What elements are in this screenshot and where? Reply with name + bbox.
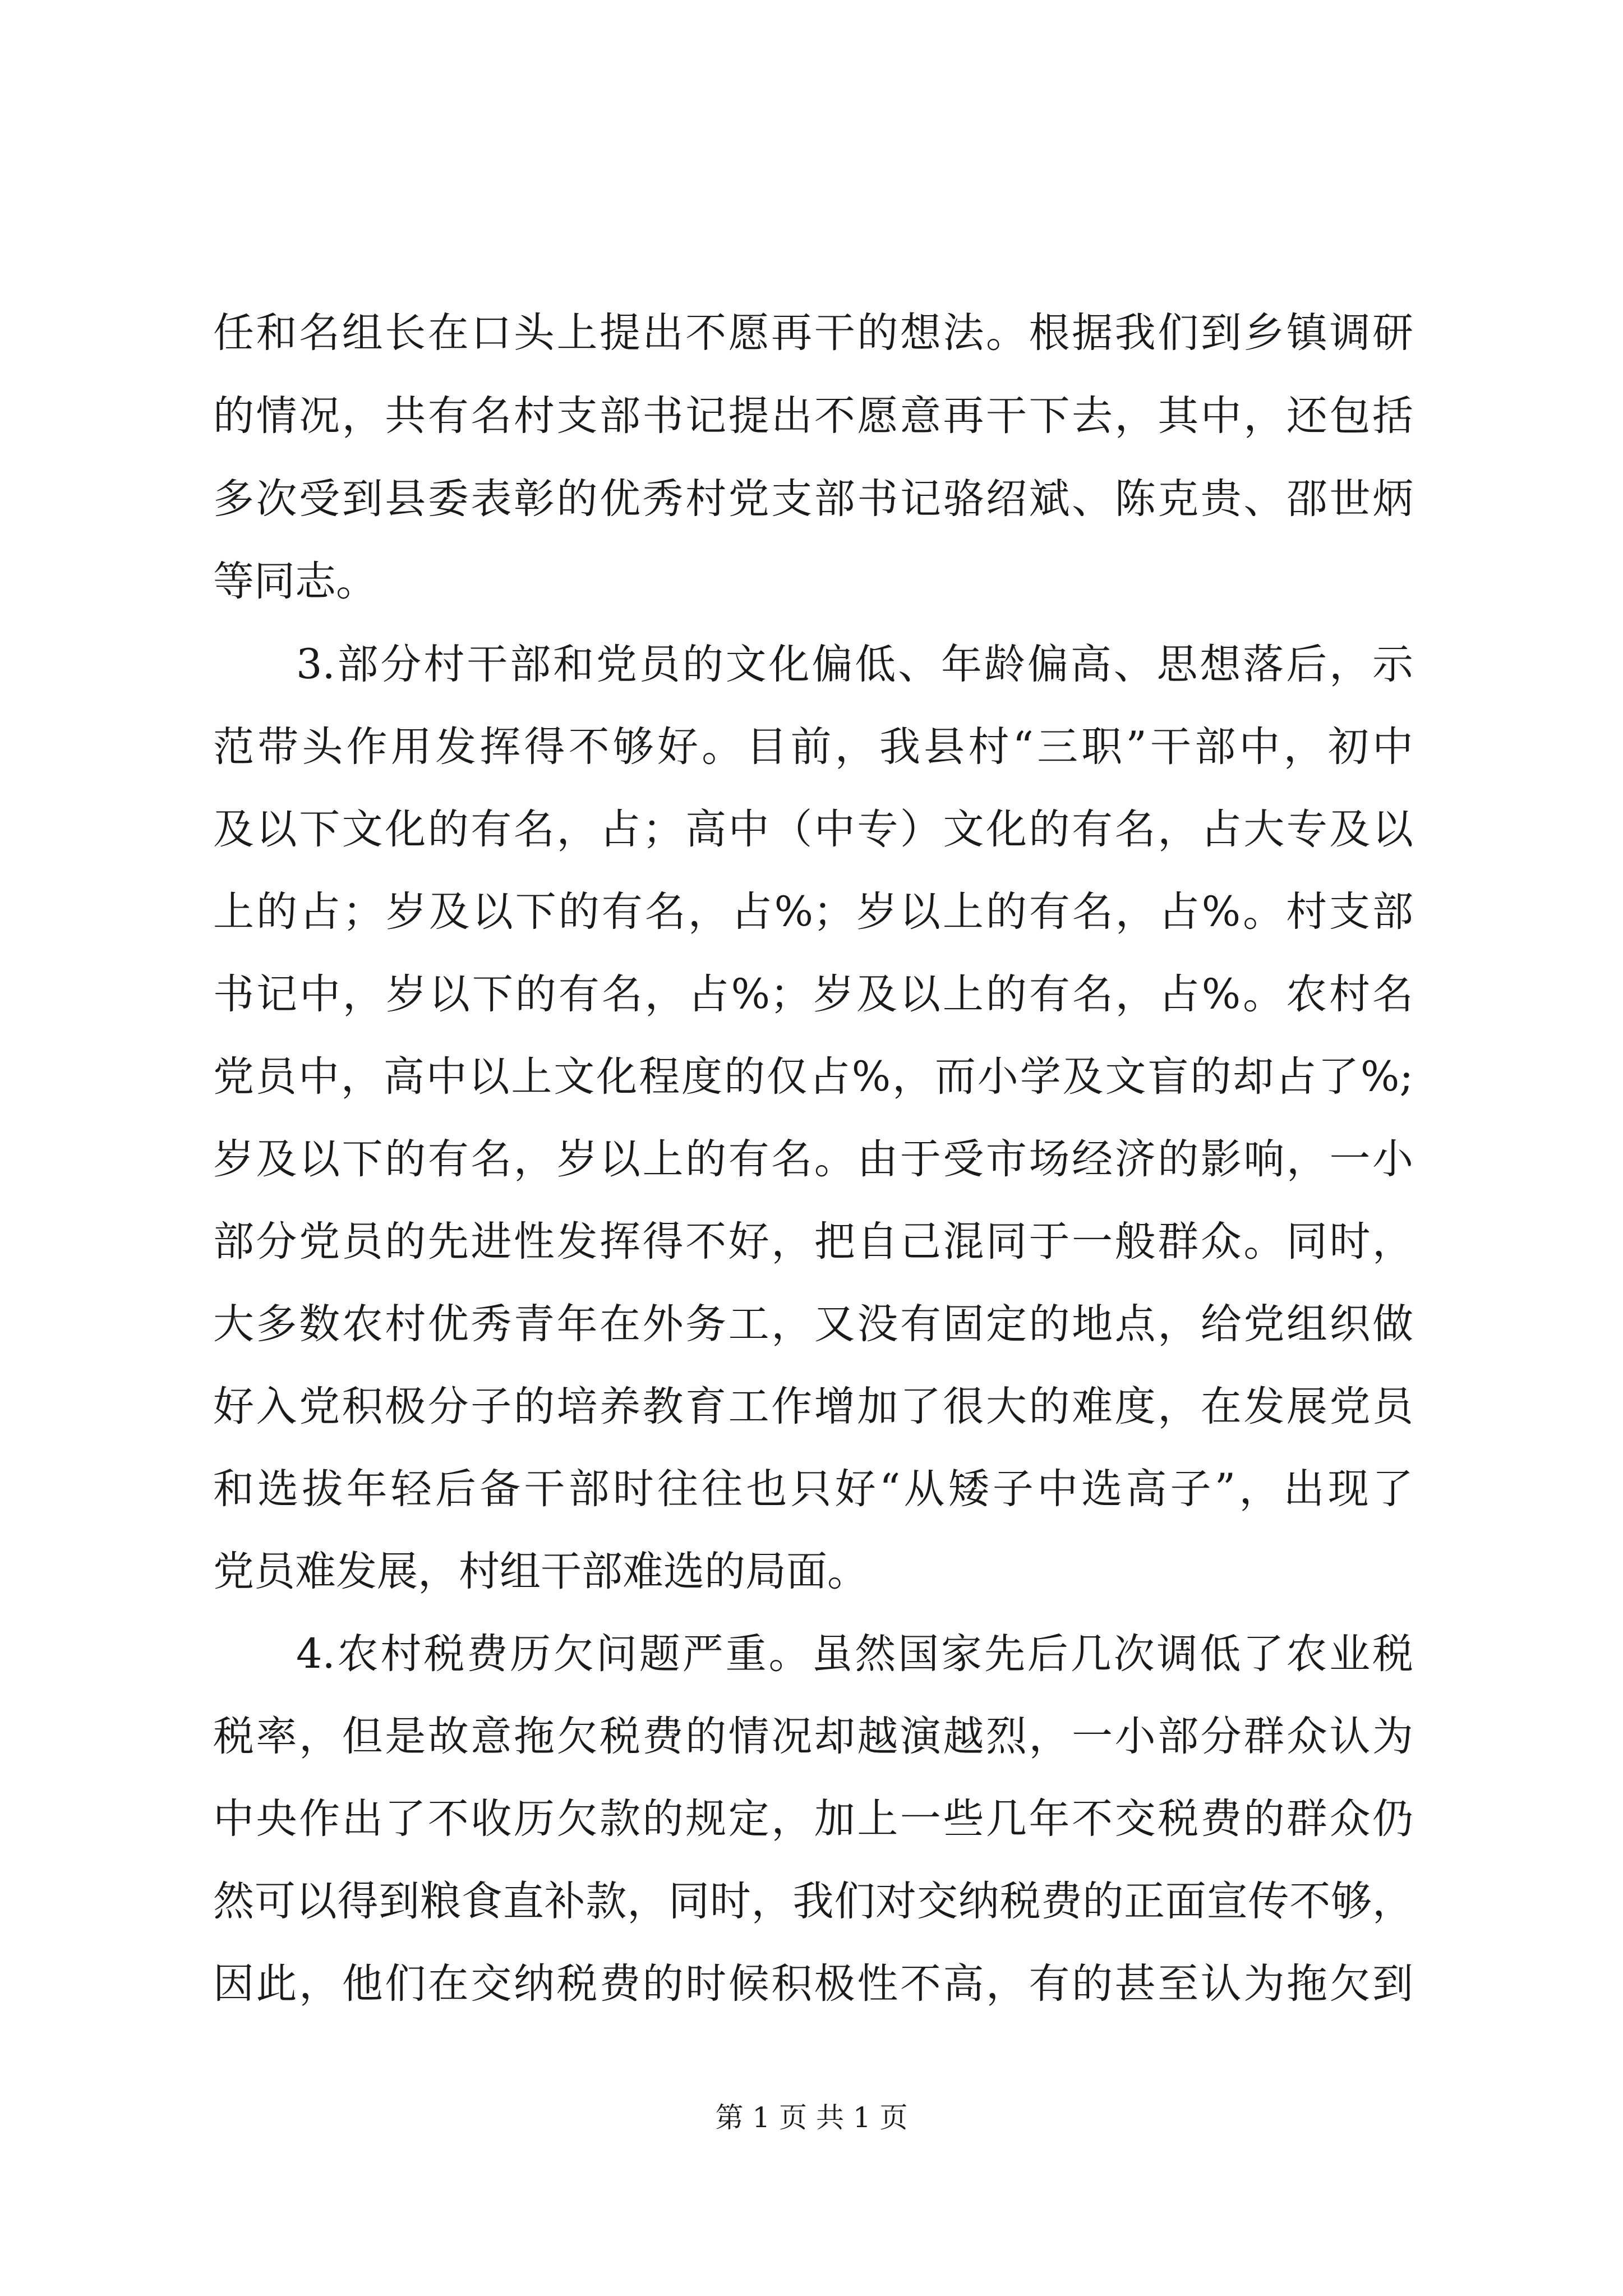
text-line-13: 大多数农村优秀青年在外务工，又没有固定的地点，给党组织做 (213, 1300, 1413, 1348)
text-line-7: 及以下文化的有名，占；高中（中专）文化的有名，占大专及以 (213, 806, 1413, 853)
text-line-16: 党员难发展，村组干部难选的局面。 (213, 1548, 868, 1595)
text-line-15: 和选拔年轻后备干部时往往也只好“从矮子中选高子”，出现了 (213, 1465, 1413, 1513)
text-line-10: 党员中，高中以上文化程度的仅占%，而小学及文盲的却占了%; (213, 1053, 1413, 1101)
text-line-6: 范带头作用发挥得不够好。目前，我县村“三职”干部中，初中 (213, 723, 1413, 771)
text-line-3: 多次受到县委表彰的优秀村党支部书记骆绍斌、陈克贵、邵世炳 (213, 475, 1413, 523)
text-line-14: 好入党积极分子的培养教育工作增加了很大的难度，在发展党员 (213, 1383, 1413, 1430)
text-line-2: 的情况，共有名村支部书记提出不愿意再干下去，其中，还包括 (213, 392, 1413, 440)
paragraph-3-first-line: 3.部分村干部和党员的文化偏低、年龄偏高、思想落后，示 (296, 641, 1413, 688)
text-line-18: 税率，但是故意拖欠税费的情况却越演越烈，一小部分群众认为 (213, 1713, 1413, 1760)
text-line-4: 等同志。 (213, 558, 377, 605)
text-line-11: 岁及以下的有名，岁以上的有名。由于受市场经济的影响，一小 (213, 1135, 1413, 1183)
paragraph-4-first-line: 4.农村税费历欠问题严重。虽然国家先后几次调低了农业税 (296, 1630, 1413, 1678)
page-footer: 第 1 页 共 1 页 (715, 2101, 908, 2134)
text-line-9: 书记中，岁以下的有名，占%；岁及以上的有名，占%。农村名 (213, 970, 1413, 1018)
text-line-12: 部分党员的先进性发挥得不好，把自己混同于一般群众。同时， (213, 1218, 1413, 1266)
text-line-19: 中央作出了不收历欠款的规定，加上一些几年不交税费的群众仍 (213, 1795, 1413, 1843)
text-line-8: 上的占；岁及以下的有名，占%；岁以上的有名，占%。村支部 (213, 888, 1413, 936)
text-line-21: 因此，他们在交纳税费的时候积极性不高，有的甚至认为拖欠到 (213, 1960, 1413, 2008)
text-line-20: 然可以得到粮食直补款，同时，我们对交纳税费的正面宣传不够， (213, 1878, 1413, 1925)
text-line-1: 任和名组长在口头上提出不愿再干的想法。根据我们到乡镇调研 (213, 309, 1413, 357)
